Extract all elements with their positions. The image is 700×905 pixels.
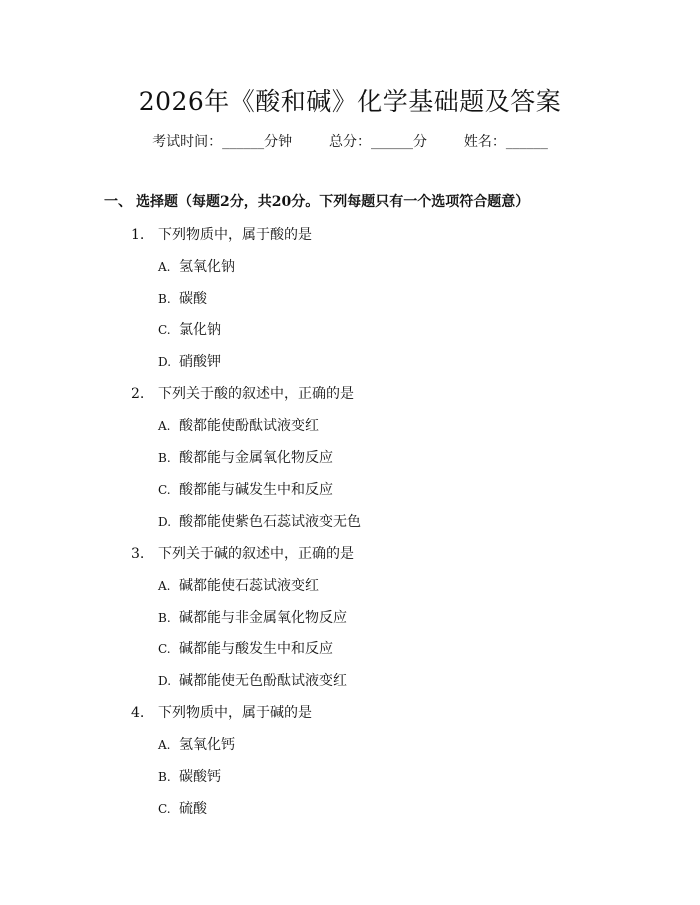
- option-item: [158, 670, 347, 690]
- option-text: 氢氧化钙: [179, 737, 235, 753]
- option-item: [158, 766, 221, 786]
- page-title: 2026年《酸和碱》化学基础题及答案: [138, 87, 562, 116]
- option-item: [158, 351, 221, 371]
- student-name-field: 姓名：______: [463, 134, 548, 150]
- total-score-field: 总分：______分: [329, 134, 427, 150]
- question-stem: [131, 224, 312, 244]
- option-letter: D.: [158, 674, 172, 688]
- option-text: 碱都能使无色酚酞试液变红: [179, 673, 347, 689]
- option-letter: C.: [158, 642, 171, 656]
- question-text: 下列物质中，属于碱的是: [158, 705, 312, 721]
- option-letter: B.: [158, 292, 171, 306]
- option-text: 酸都能与金属氧化物反应: [179, 450, 333, 466]
- option-letter: D.: [158, 355, 172, 369]
- option-text: 碱都能与非金属氧化物反应: [179, 610, 347, 626]
- option-item: [158, 288, 207, 308]
- option-item: [158, 734, 235, 754]
- option-text: 碱都能与酸发生中和反应: [179, 641, 333, 657]
- exam-info-line: [0, 131, 700, 151]
- option-letter: B.: [158, 451, 171, 465]
- option-text: 酸都能与碱发生中和反应: [179, 482, 333, 498]
- option-letter: D.: [158, 515, 172, 529]
- option-text: 氢氧化钠: [179, 259, 235, 275]
- question-number: 2.: [131, 386, 145, 402]
- question-text: 下列关于碱的叙述中，正确的是: [158, 546, 354, 562]
- option-item: [158, 447, 333, 467]
- question-text: 下列关于酸的叙述中，正确的是: [158, 386, 354, 402]
- option-letter: A.: [158, 738, 171, 752]
- option-item: [158, 798, 207, 818]
- option-text: 碳酸钙: [179, 769, 221, 785]
- option-text: 酸都能使酚酞试液变红: [179, 418, 319, 434]
- question-stem: [131, 543, 354, 563]
- question-stem: [131, 383, 354, 403]
- option-item: [158, 511, 361, 531]
- option-item: [158, 415, 319, 435]
- question-number: 4.: [131, 705, 145, 721]
- question-text: 下列物质中，属于酸的是: [158, 227, 312, 243]
- option-text: 碱都能使石蕊试液变红: [179, 578, 319, 594]
- section-number: 一、: [104, 194, 132, 210]
- option-item: [158, 319, 221, 339]
- question-number: 3.: [131, 546, 145, 562]
- exam-time-field: 考试时间：______分钟: [152, 134, 293, 150]
- option-letter: A.: [158, 260, 171, 274]
- option-item: [158, 638, 333, 658]
- option-letter: C.: [158, 802, 171, 816]
- section-heading: [104, 191, 529, 211]
- option-letter: A.: [158, 419, 171, 433]
- question-stem: [131, 702, 312, 722]
- option-letter: B.: [158, 611, 171, 625]
- option-item: [158, 575, 319, 595]
- section-title: 选择题（每题2分，共20分。下列每题只有一个选项符合题意）: [136, 194, 530, 210]
- option-item: [158, 256, 235, 276]
- option-text: 碳酸: [179, 291, 207, 307]
- option-letter: A.: [158, 579, 171, 593]
- option-letter: B.: [158, 770, 171, 784]
- option-item: [158, 479, 333, 499]
- option-letter: C.: [158, 483, 171, 497]
- option-text: 氯化钠: [179, 322, 221, 338]
- option-item: [158, 607, 347, 627]
- option-text: 酸都能使紫色石蕊试液变无色: [179, 514, 361, 530]
- option-text: 硝酸钾: [179, 354, 221, 370]
- option-letter: C.: [158, 323, 171, 337]
- question-number: 1.: [131, 227, 145, 243]
- option-text: 硫酸: [179, 801, 207, 817]
